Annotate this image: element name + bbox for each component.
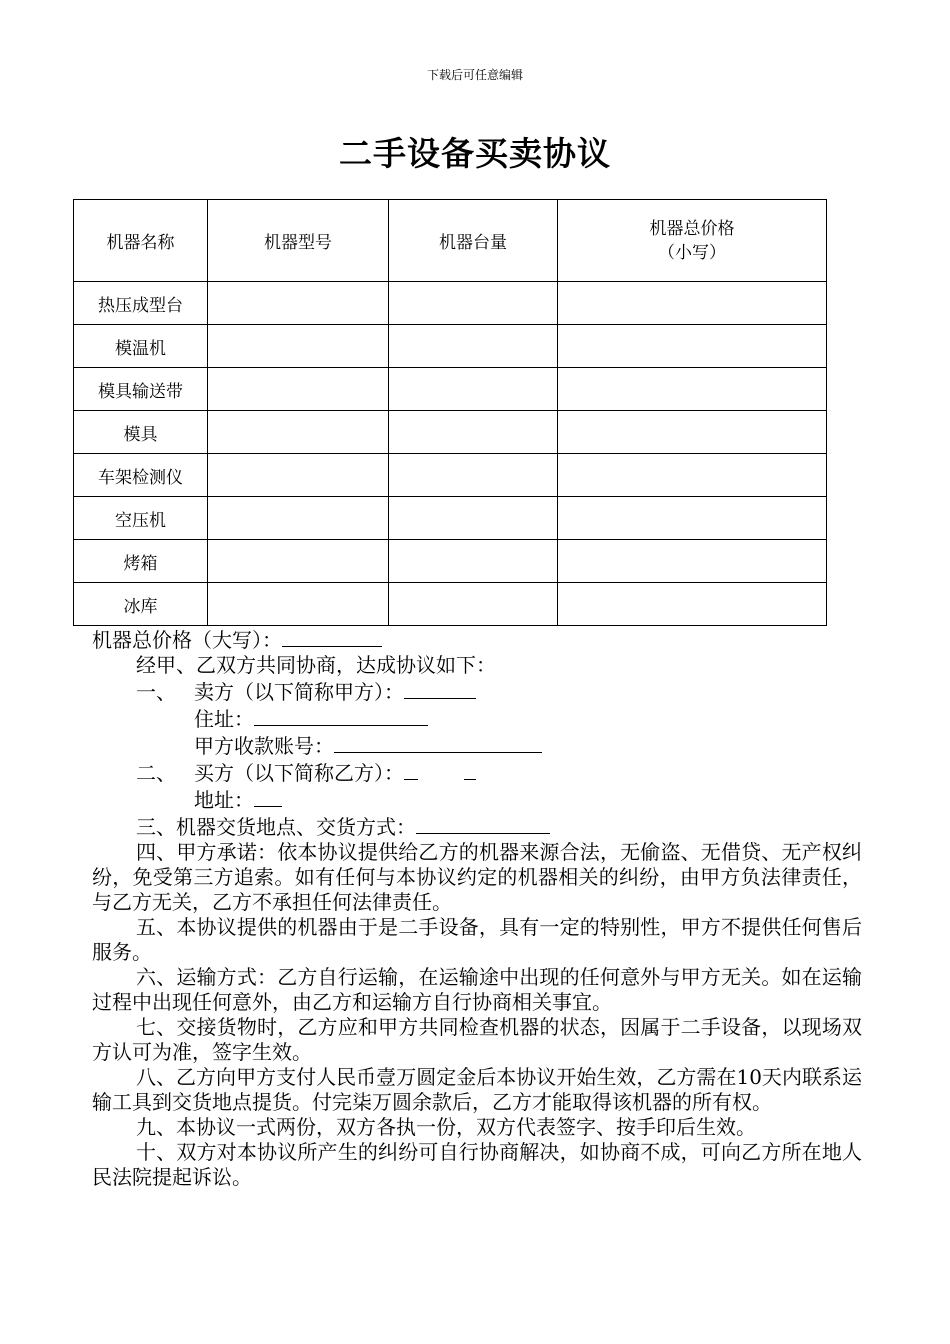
price-cell [558,583,827,626]
quantity-cell [389,497,558,540]
quantity-cell [389,368,558,411]
table-row [74,540,827,583]
model-cell [208,540,389,583]
delivery-line [92,813,862,840]
price-cell [558,540,827,583]
price-cell [558,497,827,540]
equipment-table [73,199,827,626]
quantity-cell [389,583,558,626]
machine-name-cell: 热压成型台 [74,282,208,325]
seller-address-blank[interactable] [254,705,428,726]
total-price-upper-blank[interactable] [282,626,382,647]
model-cell [208,454,389,497]
page-title: 二手设备买卖协议 [339,134,611,173]
clause-6: 六、运输方式：乙方自行运输，在运输途中出现的任何意外与甲方无关。如在运输过程中出现任何意外，由乙方和运输方自行协商相关事宜。 [92,965,862,1014]
delivery-blank[interactable] [416,813,550,834]
header-machine-name: 机器名称 [74,200,208,282]
buyer-address-line [92,786,862,813]
total-price-upper-line [92,626,862,653]
model-cell [208,497,389,540]
machine-name-cell: 车架检测仪 [74,454,208,497]
machine-name-cell: 烤箱 [74,540,208,583]
seller-account-line [92,732,862,759]
clause-8: 八、乙方向甲方支付人民币壹万圆定金后本协议开始生效，乙方需在10天内联系运输工具到交货地点提货。付完柒万圆余款后，乙方才能取得该机器的所有权。 [92,1065,862,1114]
header-note: 下载后可任意编辑 [426,68,523,82]
intro-line: 经甲、乙双方共同协商，达成协议如下： [136,653,496,677]
machine-name-cell: 模温机 [74,325,208,368]
price-cell [558,325,827,368]
header-total-price-label: 机器总价格 [649,218,735,239]
buyer-blank-2[interactable] [464,759,476,780]
seller-account-blank[interactable] [334,732,542,753]
clause-4: 四、甲方承诺：依本协议提供给乙方的机器来源合法，无偷盗、无借贷、无产权纠纷，免受第三方追索。如有任何与本协议约定的机器相关的纠纷，由甲方负法律责任，与乙方无关，乙方不承担任何法律责任。 [92,840,862,914]
buyer-line [92,759,862,786]
item-1-number: 一、 [136,680,176,704]
clause-10: 十、双方对本协议所产生的纠纷可自行协商解决，如协商不成，可向乙方所在地人民法院提起诉讼。 [92,1140,862,1189]
buyer-address-blank[interactable] [254,786,282,807]
seller-blank[interactable] [404,678,476,699]
price-cell [558,454,827,497]
quantity-cell [389,540,558,583]
table-row [74,497,827,540]
model-cell [208,325,389,368]
model-cell [208,411,389,454]
table-header-row [74,200,827,282]
table-row [74,454,827,497]
header-machine-model: 机器型号 [208,200,389,282]
price-cell [558,368,827,411]
buyer-blank-1[interactable] [404,759,418,780]
price-cell [558,282,827,325]
machine-name-cell: 冰库 [74,583,208,626]
table-row [74,325,827,368]
price-cell [558,411,827,454]
table-row [74,282,827,325]
buyer-label: 买方（以下简称乙方）： [194,761,404,785]
table-row [74,411,827,454]
machine-name-cell: 模具 [74,411,208,454]
machine-name-cell: 空压机 [74,497,208,540]
item-2-number: 二、 [136,761,176,785]
seller-address-line [92,705,862,732]
clause-9: 九、本协议一式两份，双方各执一份，双方代表签字、按手印后生效。 [136,1115,756,1139]
model-cell [208,583,389,626]
quantity-cell [389,454,558,497]
agreement-body [92,626,862,1190]
quantity-cell [389,411,558,454]
seller-line [92,678,862,705]
quantity-cell [389,325,558,368]
delivery-label: 三、机器交货地点、交货方式： [136,815,416,839]
seller-label: 卖方（以下简称甲方）： [194,680,404,704]
seller-address-label: 住址： [194,707,254,731]
buyer-address-label: 地址： [194,788,254,812]
seller-account-label: 甲方收款账号： [194,734,334,758]
header-machine-quantity: 机器台量 [389,200,558,282]
model-cell [208,368,389,411]
machine-name-cell: 模具输送带 [74,368,208,411]
table-row [74,368,827,411]
table-row [74,583,827,626]
quantity-cell [389,282,558,325]
header-machine-total-price [558,200,827,282]
model-cell [208,282,389,325]
header-total-price-note: （小写） [658,242,726,263]
clause-5: 五、本协议提供的机器由于是二手设备，具有一定的特别性，甲方不提供任何售后服务。 [92,915,862,964]
total-price-upper-label: 机器总价格（大写）： [92,628,282,652]
clause-7: 七、交接货物时，乙方应和甲方共同检查机器的状态，因属于二手设备，以现场双方认可为准，签字生效。 [92,1015,862,1064]
